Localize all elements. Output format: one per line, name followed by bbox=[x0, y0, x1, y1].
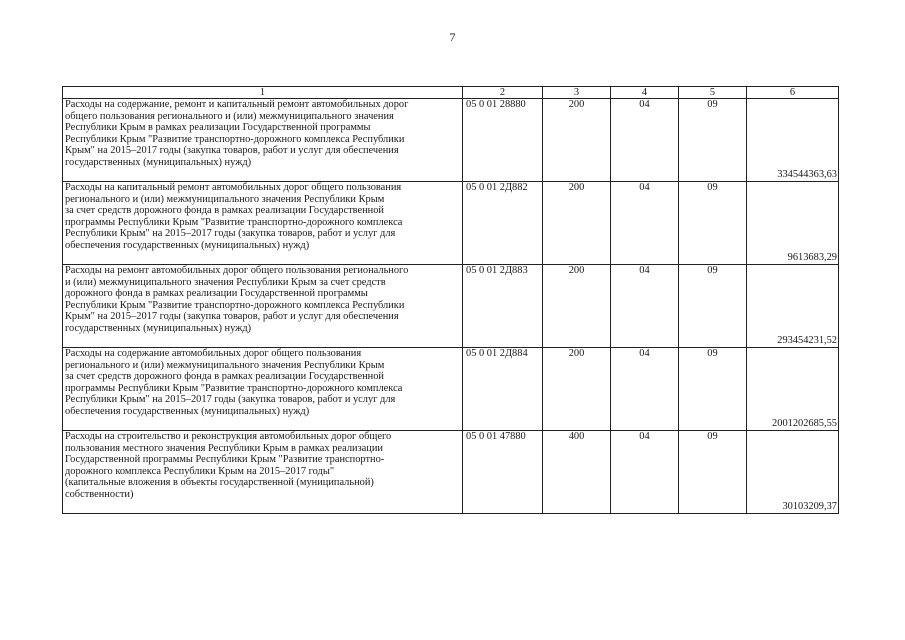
description-line: Республики Крым" на 2015–2017 годы (закупка товаров, работ и услуг для bbox=[65, 394, 396, 406]
amount-value: 9613683,29 bbox=[747, 182, 839, 265]
section-code: 04 bbox=[611, 265, 679, 348]
description-line: Крым" на 2015–2017 годы (закупка товаров, работ и услуг для обеспечения bbox=[65, 145, 399, 157]
description-line: Расходы на содержание, ремонт и капитальный ремонт автомобильных дорог bbox=[65, 99, 409, 110]
expense-type-code: 200 bbox=[543, 348, 611, 431]
description-line: обеспечения государственных (муниципальных) нужд) bbox=[65, 239, 310, 251]
column-header: 6 bbox=[747, 87, 839, 99]
description-line: Государственной программы Республики Крым "Развитие транспортно- bbox=[65, 454, 385, 466]
budget-table bbox=[62, 86, 839, 514]
subsection-code: 09 bbox=[679, 265, 747, 348]
description-line: программы Республики Крым "Развитие транспортно-дорожного комплекса bbox=[65, 216, 403, 228]
column-header: 4 bbox=[611, 87, 679, 99]
description-line: общего пользования регионального и (или) межмуниципального значения bbox=[65, 110, 394, 122]
amount-value: 30103209,37 bbox=[747, 431, 839, 514]
description-line: и (или) межмуниципального значения Республики Крым за счет средств bbox=[65, 276, 386, 288]
section-code: 04 bbox=[611, 99, 679, 182]
expense-type-code: 400 bbox=[543, 431, 611, 514]
description-line: за счет средств дорожного фонда в рамках реализации Государственной bbox=[65, 371, 384, 383]
target-article-code: 05 0 01 2Д883 bbox=[463, 265, 543, 348]
description-line: (капитальные вложения в объекты государственной (муниципальной) bbox=[65, 477, 374, 489]
column-header: 3 bbox=[543, 87, 611, 99]
description-line: Расходы на строительство и реконструкция автомобильных дорог общего bbox=[65, 431, 392, 442]
amount-value: 2001202685,55 bbox=[747, 348, 839, 431]
column-header: 2 bbox=[463, 87, 543, 99]
description-line: Расходы на ремонт автомобильных дорог общего пользования регионального bbox=[65, 265, 409, 276]
description-line: Республики Крым "Развитие транспортно-дорожного комплекса Республики bbox=[65, 299, 405, 311]
description-line: за счет средств дорожного фонда в рамках реализации Государственной bbox=[65, 205, 384, 217]
description-line: регионального и (или) межмуниципального значения Республики Крым bbox=[65, 193, 385, 205]
subsection-code: 09 bbox=[679, 182, 747, 265]
table-row bbox=[63, 99, 839, 182]
table-row bbox=[63, 265, 839, 348]
column-header: 1 bbox=[63, 87, 463, 99]
expense-description bbox=[63, 182, 463, 265]
expense-description bbox=[63, 265, 463, 348]
description-line: Крым" на 2015–2017 годы (закупка товаров, работ и услуг для обеспечения bbox=[65, 311, 399, 323]
target-article-code: 05 0 01 47880 bbox=[463, 431, 543, 514]
description-line: регионального и (или) межмуниципального значения Республики Крым bbox=[65, 359, 385, 371]
description-line: собственности) bbox=[65, 488, 134, 500]
expense-description bbox=[63, 99, 463, 182]
expense-description bbox=[63, 431, 463, 514]
amount-value: 293454231,52 bbox=[747, 265, 839, 348]
description-line: Республики Крым" на 2015–2017 годы (закупка товаров, работ и услуг для bbox=[65, 228, 396, 240]
subsection-code: 09 bbox=[679, 99, 747, 182]
amount-value: 334544363,63 bbox=[747, 99, 839, 182]
description-line: дорожного фонда в рамках реализации Государственной программы bbox=[65, 288, 368, 300]
subsection-code: 09 bbox=[679, 431, 747, 514]
subsection-code: 09 bbox=[679, 348, 747, 431]
expense-description bbox=[63, 348, 463, 431]
column-header: 5 bbox=[679, 87, 747, 99]
description-line: дорожного комплекса Республики Крым на 2015–2017 годы" bbox=[65, 465, 335, 477]
section-code: 04 bbox=[611, 431, 679, 514]
table-row bbox=[63, 182, 839, 265]
target-article-code: 05 0 01 2Д882 bbox=[463, 182, 543, 265]
page-number: 7 bbox=[449, 30, 456, 44]
description-line: программы Республики Крым "Развитие транспортно-дорожного комплекса bbox=[65, 382, 403, 394]
description-line: государственных (муниципальных) нужд) bbox=[65, 156, 252, 168]
expense-type-code: 200 bbox=[543, 265, 611, 348]
table-row bbox=[63, 348, 839, 431]
section-code: 04 bbox=[611, 348, 679, 431]
description-line: Республики Крым в рамках реализации Государственной программы bbox=[65, 122, 371, 134]
description-line: государственных (муниципальных) нужд) bbox=[65, 322, 252, 334]
description-line: пользования местного значения Республики Крым в рамках реализации bbox=[65, 442, 383, 454]
target-article-code: 05 0 01 28880 bbox=[463, 99, 543, 182]
expense-type-code: 200 bbox=[543, 182, 611, 265]
description-line: обеспечения государственных (муниципальных) нужд) bbox=[65, 405, 310, 417]
header-row bbox=[63, 87, 839, 99]
description-line: Расходы на содержание автомобильных дорог общего пользования bbox=[65, 348, 362, 359]
table-row bbox=[63, 431, 839, 514]
description-line: Республики Крым "Развитие транспортно-дорожного комплекса Республики bbox=[65, 133, 405, 145]
section-code: 04 bbox=[611, 182, 679, 265]
target-article-code: 05 0 01 2Д884 bbox=[463, 348, 543, 431]
expense-type-code: 200 bbox=[543, 99, 611, 182]
description-line: Расходы на капитальный ремонт автомобильных дорог общего пользования bbox=[65, 182, 402, 193]
